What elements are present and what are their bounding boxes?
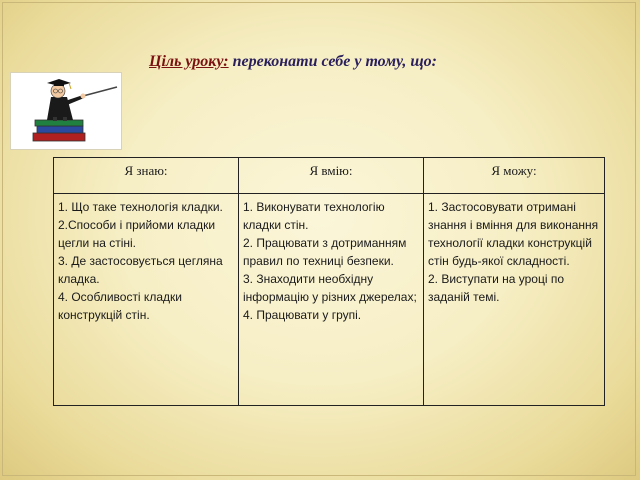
- header-can-do: Я вмію:: [239, 158, 424, 194]
- list-item: 3. Де застосовується цегляна кладка.: [58, 254, 223, 286]
- list-item: 2. Виступати на уроці по заданій темі.: [428, 272, 565, 304]
- slide-title: [149, 53, 609, 71]
- column-able: [424, 194, 605, 406]
- teacher-clipart-icon: [10, 72, 122, 150]
- list-item: 1. Застосовувати отримані знання і вміння для виконання технології кладки конструкцій стін будь-якої складності.: [428, 200, 599, 268]
- list-item: 1. Що таке технологія кладки.: [58, 200, 223, 214]
- header-able: Я можу:: [424, 158, 605, 194]
- list-item: 2. Працювати з дотриманням правил по техниці безпеки.: [243, 236, 407, 268]
- list-item: 1. Виконувати технологію кладки стін.: [243, 200, 385, 232]
- list-item: 4. Працювати у групі.: [243, 308, 362, 322]
- list-item: 4. Особливості кладки конструкцій стін.: [58, 290, 182, 322]
- column-can-do: [239, 194, 424, 406]
- column-know: [54, 194, 239, 406]
- list-item: 2.Способи і прийоми кладки цегли на стіні.: [58, 218, 216, 250]
- header-know: Я знаю:: [54, 158, 239, 194]
- title-goal: Ціль уроку:: [149, 53, 229, 70]
- lesson-goals-table: [53, 157, 605, 406]
- title-text: переконати себе у тому, що:: [228, 53, 437, 70]
- list-item: 3. Знаходити необхідну інформацію у різних джерелах;: [243, 272, 417, 304]
